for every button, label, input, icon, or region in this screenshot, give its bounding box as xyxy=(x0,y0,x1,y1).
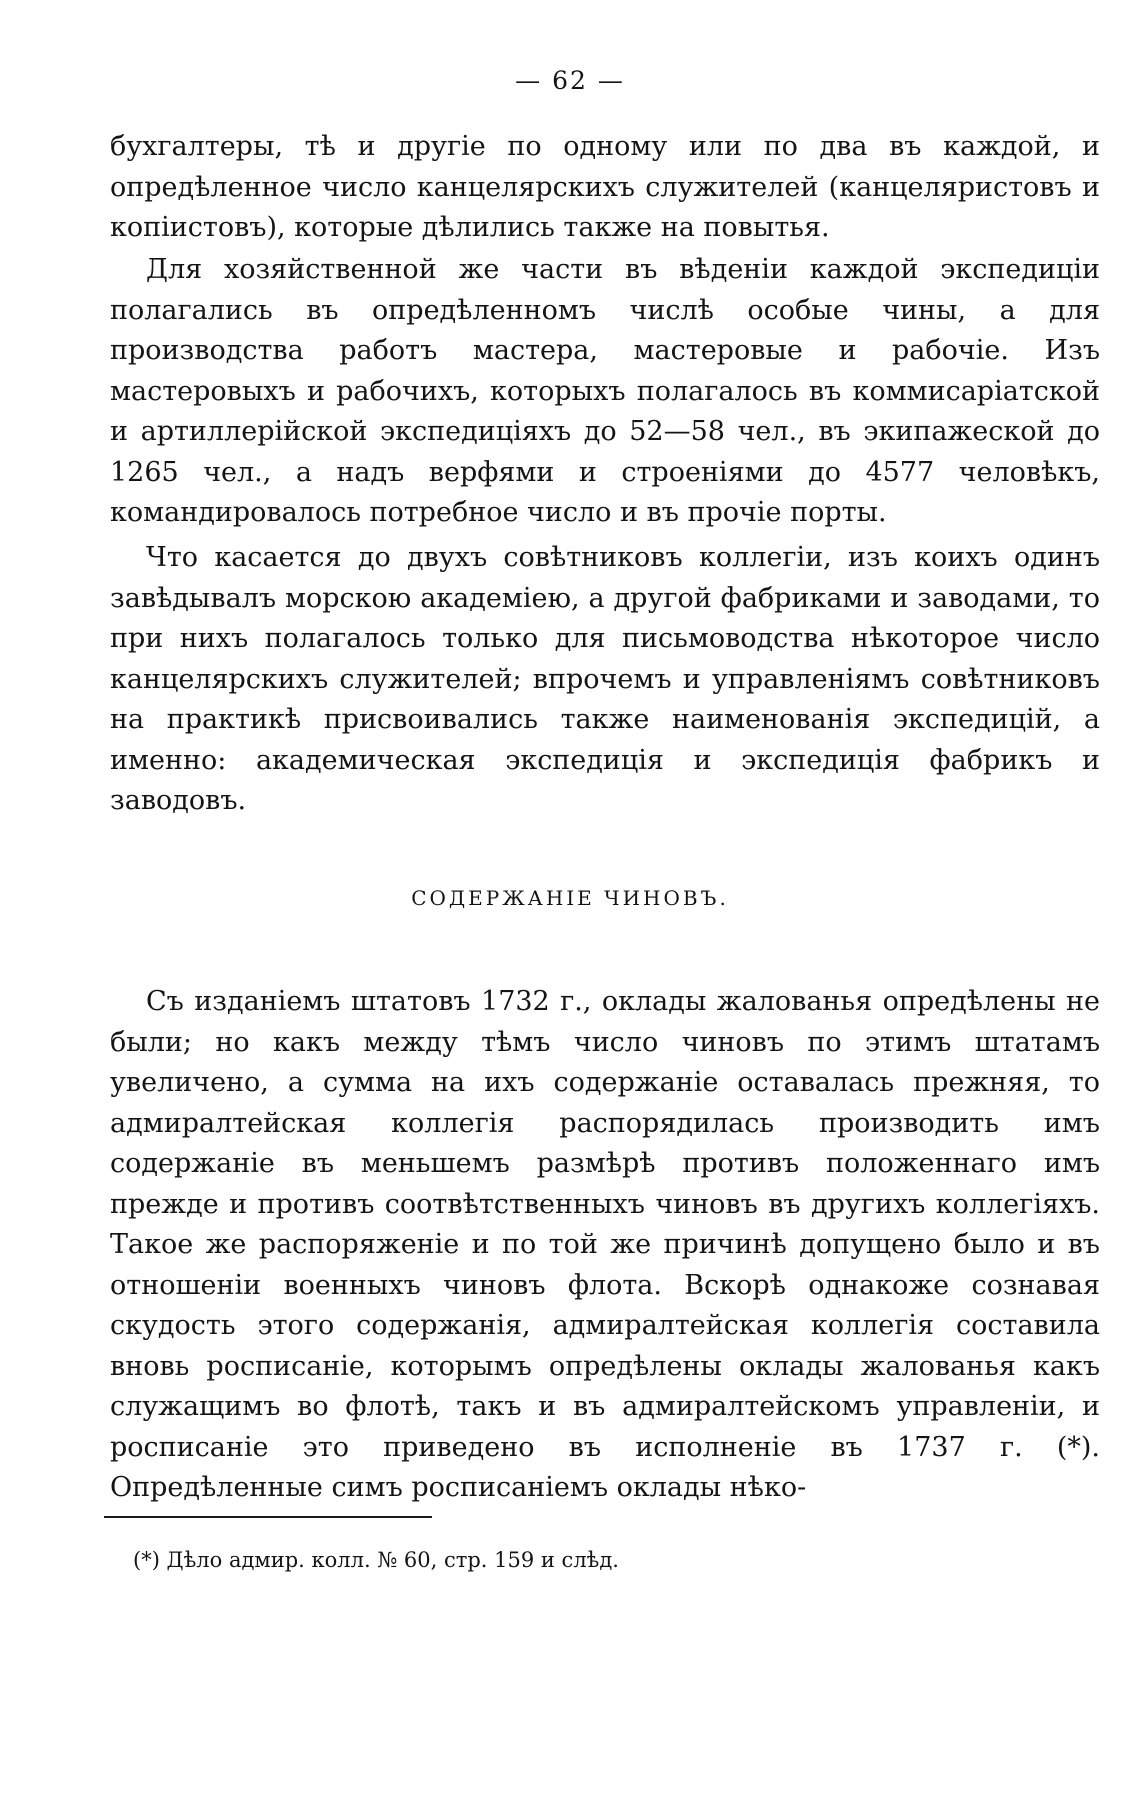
paragraph-1: бухгалтеры, тѣ и другіе по одному или по два въ каждой, и опредѣленное число канцелярскихъ служителей (канцеляристовъ и копіистовъ), которые дѣлились также на повытья. xyxy=(110,131,1100,243)
page-number: — 62 — xyxy=(515,66,625,95)
paragraph-2: Для хозяйственной же части въ вѣденіи каждой экспедиціи полагались въ опредѣленномъ числѣ особые чины, а для производства работъ мастера, мастеровые и рабочіе. Изъ мастеровыхъ и рабочихъ, которыхъ полагалось въ коммисаріатской и артиллерійской экспедиціяхъ до 52—58 чел., въ экипажеской до 1265 чел., а надъ верфями и строеніями до 4577 человѣкъ, командировалось потребное число и въ прочіе порты. xyxy=(110,254,1100,528)
paragraph-4: Съ изданіемъ штатовъ 1732 г., оклады жалованья опредѣлены не были; но какъ между тѣмъ число чиновъ по этимъ штатамъ увеличено, а сумма на ихъ содержаніе оставалась прежняя, то адмиралтейская коллегія распорядилась производить имъ содержаніе въ меньшемъ размѣрѣ противъ положеннаго имъ прежде и противъ соотвѣтственныхъ чиновъ въ другихъ коллегіяхъ. Такое же распоряженіе и по той же причинѣ допущено было и въ отношеніи военныхъ чиновъ флота. Вскорѣ однакоже сознавая скудость этого содержанія, адмиралтейская коллегія составила вновь росписаніе, которымъ опредѣлены оклады жалованья какъ служащимъ во флотѣ, такъ и въ адмиралтейскомъ управленіи, и росписаніе это приведено въ исполненіе въ 1737 г. (*). Опредѣленные симъ росписаніемъ оклады нѣко- xyxy=(110,986,1100,1503)
footnote: (*) Дѣло адмир. колл. № 60, стр. 159 и слѣд. xyxy=(133,1548,619,1572)
section-heading: СОДЕРЖАНІЕ ЧИНОВЪ. xyxy=(411,886,729,910)
footnote-rule xyxy=(104,1516,432,1518)
paragraph-3: Что касается до двухъ совѣтниковъ коллегіи, изъ коихъ одинъ завѣдывалъ морскою академіею, а другой фабриками и заводами, то при нихъ полагалось только для письмоводства нѣкоторое число канцелярскихъ служителей; впрочемъ и управленіямъ совѣтниковъ на практикѣ присвоивались также наименованія экспедицій, а именно: академическая экспедиція и экспедиція фабрикъ и заводовъ. xyxy=(110,542,1100,816)
